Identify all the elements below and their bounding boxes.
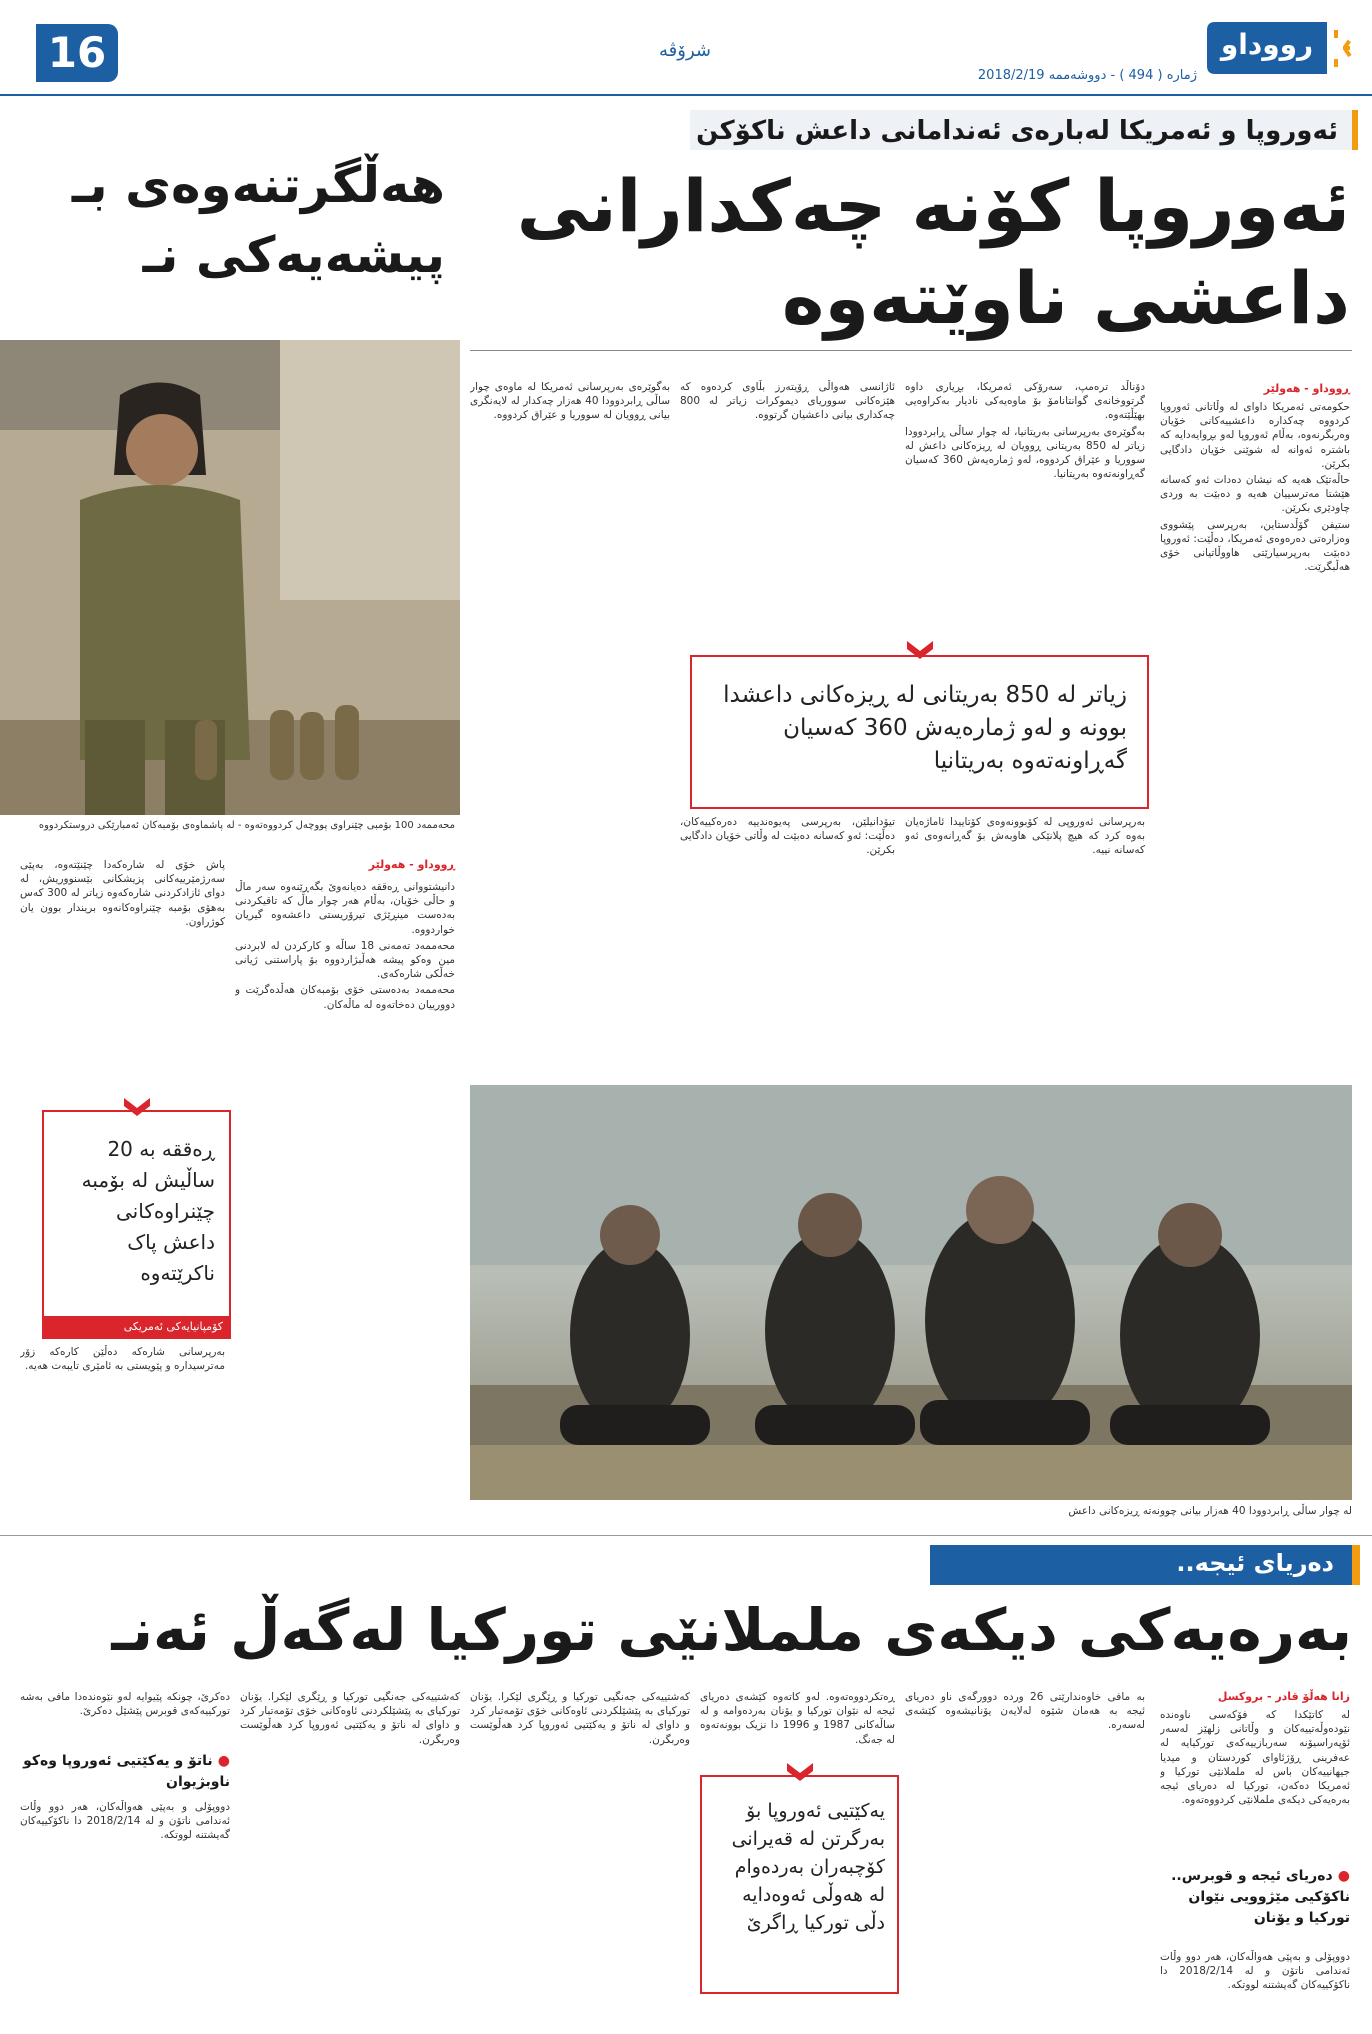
bottom-col-3 — [700, 1690, 895, 1765]
bottom-para: دووپۆلی و بەپێی هەواڵەکان، هەر دوو وڵات ئەندامی ناتۆن و لە 2018/2/14 دا ناکۆکییەکان گەیشتنە لووتکە. — [20, 1801, 230, 1842]
side-para: محەممەد تەمەنی 18 ساڵە و کارکردن لە لابردنی مین وەکو پیشە هەڵبژاردووە بۆ پاراستنی ژیانی خەڵکی شارەکەی. — [235, 939, 455, 981]
headline-line-1: ئەوروپا کۆنە چەکدارانی — [516, 164, 1350, 248]
side-col-1 — [235, 880, 455, 1530]
side-col-2b — [20, 1345, 225, 1530]
bottom-tag-accent — [1352, 1545, 1360, 1585]
headline-line-2: داعشی ناوێتەوە — [781, 256, 1350, 340]
bottom-pullquote-chevron-icon — [785, 1761, 815, 1789]
logo-text: رووداو — [1220, 28, 1314, 61]
bottom-subheading-1 — [1160, 1865, 1350, 1928]
bottom-col-4 — [470, 1690, 690, 2030]
deminer-photo-illustration — [0, 340, 460, 815]
bullet-icon: ● — [1337, 1868, 1350, 1884]
bottom-para: دووپۆلی و بەپێی هەواڵەکان، هەر دوو وڵات ئەندامی ناتۆن و لە 2018/2/14 دا ناکۆکییەکان گەیشتنە لووتکە. — [1160, 1951, 1350, 1992]
main-byline: ڕووداو - هەولێر — [1263, 382, 1350, 395]
bottom-para: ڕەتکردووەتەوە. لەو کاتەوە کێشەی دەریای ئیجە لە نێوان تورکیا و یۆنان بەردەوامە و لە ساڵەکانی 1987 و 1996 دا نزیک بوونەتەوە لە جەنگ. — [700, 1691, 895, 1746]
bottom-col-5 — [240, 1690, 460, 2030]
main-pullquote — [690, 655, 1149, 809]
main-col-2 — [905, 380, 1145, 645]
main-para: بەرپرسانی ئەوروپی لە کۆبوونەوەی کۆتاییدا ئاماژەیان بەوە کرد کە هیچ پلانێکی هاوبەش بۆ گەڕانەوەی ئەو کەسانە نییە. — [905, 816, 1145, 857]
section-tag-text: دەریای ئیجە.. — [1176, 1549, 1334, 1577]
bottom-col-6 — [20, 1690, 230, 1740]
main-para: ستیفن گۆڵدستاین، بەرپرسی پێشووی وەزارەتی دەرەوەی ئەمریکا، دەڵێت: ئەوروپا دەبێت بەرپرسیارێتی هاووڵاتیانی خۆی هەڵبگرێت. — [1160, 518, 1350, 574]
main-kicker — [690, 110, 1358, 150]
main-col-3 — [680, 380, 895, 645]
main-headline — [470, 160, 1350, 344]
pullquote-text: زیاتر لە 850 بەریتانی لە ڕیزەکانی داعشدا بوونە و لەو ژمارەیەش 360 کەسیان گەڕاونەتەوە بەریتانیا — [723, 682, 1127, 774]
page-number-badge — [36, 24, 118, 82]
bottom-para: دەکرێ، چونکە پێیوایە لەو نێوەندەدا مافی بەشە تورکییەکەی قوبرس پێشێل دەکرێ. — [20, 1691, 230, 1718]
bottom-col-1 — [1160, 1708, 1350, 1858]
main-para: بەگوێرەی بەرپرسانی بەریتانیا، لە چوار ساڵی ڕابردوودا زیاتر لە 850 بەریتانی ڕوویان لە ڕیزەکانی داعش لە سووریا و عێراق کردووە، لەو ژمارەیەش 360 کەسیان گەڕاونەتەوە بەریتانیا. — [905, 425, 1145, 481]
subheading-1-text: دەریای ئیجە و قوبرس.. ناکۆکیی مێژوویی نێوان تورکیا و یۆنان — [1171, 1868, 1350, 1926]
section-label: شرۆڤە — [659, 40, 711, 61]
issue-info: ژمارە ( 494 ) - دووشەممە 2018/2/19 — [977, 68, 1197, 83]
side-photo — [0, 340, 460, 815]
bullet-icon: ● — [217, 1753, 230, 1769]
bottom-pullquote — [700, 1775, 899, 1994]
bottom-section-tag — [930, 1545, 1352, 1585]
side-para: دانیشتووانی ڕەققە دەیانەوێ بگەڕێنەوە سەر ماڵ و حاڵی خۆیان، بەڵام هەر چوار ماڵ کە تاقیکردنی بەدەست مینڕێژی تیرۆریستی داعشەوە گیریان خواردووە. — [235, 881, 455, 936]
side-pullquote-text: ڕەققە بە 20 ساڵیش لە بۆمبە چێنراوەکانی داعش پاک ناکرێتەوە — [81, 1137, 215, 1285]
side-pullquote-chevron-icon — [122, 1096, 152, 1124]
page-number: 16 — [47, 28, 107, 77]
side-para: محەممەد بەدەستی خۆی بۆمبەکان هەڵدەگرێت و دوورییان دەخاتەوە لە ماڵەکان. — [235, 984, 455, 1011]
main-col-4 — [470, 380, 670, 1060]
bottom-para: بە مافی خاوەندارێتی 26 وردە دوورگەی ناو دەریای ئیجە بە هەمان شێوە لەلایەن یۆنانیشەوە کێشەی لەسەرە. — [905, 1691, 1145, 1732]
bottom-byline: زانا هەڵۆ قادر - بروکسل — [1217, 1690, 1350, 1703]
bottom-col-1b — [1160, 1950, 1350, 2030]
main-col-3b — [680, 815, 895, 1060]
bottom-para: کەشتییەکی جەنگیی تورکیا و ڕێگری لێکرا. یۆنان تورکیای بە پێشێلکردنی ئاوەکانی خۆی تۆمەتبار کرد و داوای لە ناتۆ و یەکێتیی ئەوروپا کرد هەڵوێست وەربگرن. — [470, 1691, 690, 1746]
fighters-photo-illustration — [470, 1085, 1352, 1500]
logo — [1207, 22, 1352, 74]
bottom-pullquote-text: یەکێتیی ئەوروپا بۆ بەرگرتن لە قەیرانی کۆچبەران بەردەوام لە هەوڵی ئەوەدایە دڵی تورکیا ڕاگرێ — [731, 1800, 885, 1934]
main-para: بەگوێرەی بەرپرسانی ئەمریکا لە ماوەی چوار ساڵی ڕابردوودا 40 هەزار چەکدار لە لایەنگری بیانی ڕوویان لە سووریا و عێراق کردووە. — [470, 381, 670, 422]
kicker-text: ئەوروپا و ئەمریکا لەبارەی ئەندامانی داعش ناکۆکن — [696, 116, 1338, 146]
bottom-para: لە کاتێکدا کە فۆکەسی ناوەندە نێودەوڵەتییەکان و وڵاتانی زلهێز لەسەر ئۆپەراسیۆنە سەربازییەکەی تورکیایە لە عەفرینی ڕۆژئاوای کوردستان و میدیا جیهانییەکان باس لە ململانێی تورکیا و ئەمریکا دەکەن، تورکیا لە دەریای ئیجە بەرەیەکی دیکەی ململانێی کردووەتەوە. — [1160, 1709, 1350, 1807]
bottom-headline: بەرەیەکی دیکەی ململانێی تورکیا لەگەڵ ئەنـ — [111, 1596, 1352, 1664]
main-para: حکومەتی ئەمریکا داوای لە وڵاتانی ئەوروپا کردووە چەکدارە داعشییەکانی خۆیان وەربگرنەوە، بەڵام ئەوروپا لەو بڕوایەدایە کە باشترە ئەوانە لە شوێنی خۆیان دادگایی بکرێن. — [1160, 401, 1350, 470]
subheading-2-text: ناتۆ و یەکێتیی ئەوروپا وەکو ناوبژیوان — [23, 1753, 230, 1790]
side-headline-line-2: پیشەیەکی نـ — [142, 226, 445, 284]
main-photo — [470, 1085, 1352, 1500]
side-col-2 — [20, 858, 225, 1098]
main-headline-rule — [470, 350, 1352, 351]
main-para: تیۆدانیلێن، بەرپرسی پەیوەندییە دەرەکییەکان، دەڵێت: ئەو کەسانە دەبێت لە وڵاتی خۆیان دادگایی بکرێن. — [680, 816, 895, 857]
side-pullquote-source: کۆمپانیایەکی ئەمریکی — [44, 1316, 229, 1337]
bottom-col-2 — [905, 1690, 1145, 2030]
page-header — [0, 0, 1372, 95]
side-headline — [0, 150, 445, 290]
side-headline-line-1: هەڵگرتنەوەی بـ — [71, 156, 445, 214]
header-rule — [0, 94, 1372, 96]
bottom-rule — [0, 1535, 1372, 1536]
side-pullquote — [42, 1110, 231, 1339]
pullquote-chevron-icon — [905, 639, 935, 667]
side-para: بەرپرسانی شارەکە دەڵێن کارەکە زۆر مەترسیدارە و پێویستی بە ئامێری تایبەت هەیە. — [20, 1346, 225, 1373]
side-photo-caption: محەممەد 100 بۆمبی چێنراوی پووچەڵ کردووەتەوە - لە پاشماوەی بۆمبەکان ئەمبارێکی دروستکردووە — [38, 820, 455, 831]
main-para: حاڵەتێک هەیە کە نیشان دەدات ئەو کەسانە هێشتا مەترسییان هەیە و دەبێت بە وردی چاودێری بکرێن. — [1160, 474, 1350, 515]
bottom-para: کەشتییەکی جەنگیی تورکیا و ڕێگری لێکرا. یۆنان تورکیای بە پێشێلکردنی ئاوەکانی خۆی تۆمەتبار کرد و داوای لە ناتۆ و یەکێتیی ئەوروپا کرد هەڵوێست وەربگرن. — [240, 1691, 460, 1746]
side-para: پاش خۆی لە شارەکەدا چێنێتەوە، بەپێی سەرژمێرییەکانی پزیشکانی بێسنووریش، لە دوای ئازادکردنی شارەکەوە زیاتر لە 300 کەس بەهۆی بۆمبە چێنراوەکانەوە بریندار بوون یان کوژراون. — [20, 859, 225, 928]
main-para: ئاژانسی هەواڵی ڕۆیتەرز بڵاوی کردەوە کە هێزەکانی سووریای دیموکرات زیاتر لە 800 چەکداری بیانی داعشیان گرتووە. — [680, 381, 895, 422]
bottom-col-6b — [20, 1800, 230, 2030]
bottom-subheading-2 — [20, 1750, 230, 1792]
side-byline: ڕووداو - هەولێر — [368, 858, 455, 871]
main-photo-caption: لە چوار ساڵی ڕابردوودا 40 هەزار بیانی چوونەتە ڕیزەکانی داعش — [1068, 1505, 1352, 1517]
main-para: دۆناڵد ترەمپ، سەرۆکی ئەمریکا، بڕیاری داوە گرتووخانەی گوانتانامۆ بۆ ماوەیەکی نادیار بەکراوەیی بهێڵێتەوە. — [905, 381, 1145, 422]
